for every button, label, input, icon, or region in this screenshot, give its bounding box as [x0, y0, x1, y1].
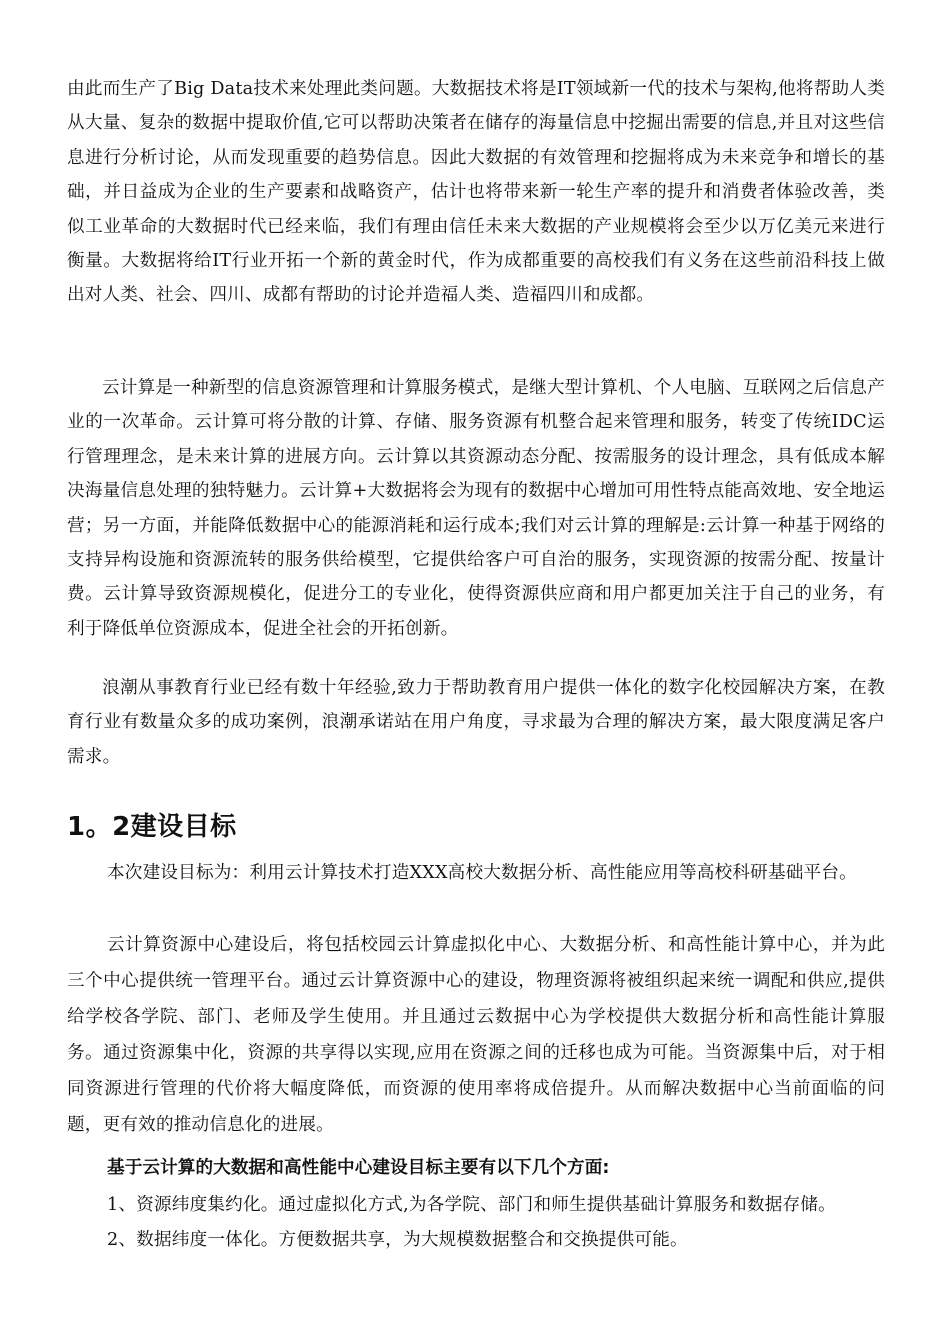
goal-list-item: 2、数据纬度一体化。方便数据共享，为大规模数据整合和交换提供可能。 — [107, 1230, 688, 1250]
intro-paragraph-1: 由此而生产了Big Data技术来处理此类问题。大数据技术将是IT领域新一代的技术与架构,他将帮助人类从大量、复杂的数据中提取价值,它可以帮助决策者在储存的海量信息中挖掘出需要的信息,并且对这些信息进行分析讨论，从而发现重要的趋势信息。因此大数据的有效管理和挖掘将成为未来竞争和增长的基础，并日益成为企业的生产要素和战略资产，估计也将带来新一轮生产率的提升和消费者体验改善，类似工业革命的大数据时代已经来临，我们有理由信任未来大数据的产业规模将会至少以万亿美元来进行衡量。大数据将给IT行业开拓一个新的黄金时代，作为成都重要的高校我们有义务在这些前沿科技上做出对人类、社会、四川、成都有帮助的讨论并造福人类、造福四川和成都。 — [67, 79, 885, 306]
section-heading: 1。2建设目标 — [67, 812, 237, 842]
goals-paragraph-2: 云计算资源中心建设后，将包括校园云计算虚拟化中心、大数据分析、和高性能计算中心，并为此三个中心提供统一管理平台。通过云计算资源中心的建设，物理资源将被组织起来统一调配和供应,提供给学校各学院、部门、老师及学生使用。并且通过云数据中心为学校提供大数据分析和高性能计算服务。通过资源集中化，资源的共享得以实现,应用在资源之间的迁移也成为可能。当资源集中后，对于相同资源进行管理的代价将大幅度降低，而资源的使用率将成倍提升。从而解决数据中心当前面临的问题，更有效的推动信息化的进展。 — [67, 935, 885, 1135]
intro-paragraph-2: 云计算是一种新型的信息资源管理和计算服务模式，是继大型计算机、个人电脑、互联网之后信息产业的一次革命。云计算可将分散的计算、存储、服务资源有机整合起来管理和服务，转变了传统IDC运行管理理念，是未来计算的进展方向。云计算以其资源动态分配、按需服务的设计理念，具有低成本解决海量信息处理的独特魅力。云计算+大数据将会为现有的数据中心增加可用性特点能高效地、安全地运营；另一方面，并能降低数据中心的能源消耗和运行成本;我们对云计算的理解是:云计算一种基于网络的支持异构设施和资源流转的服务供给模型，它提供给客户可自治的服务，实现资源的按需分配、按量计费。云计算导致资源规模化，促进分工的专业化，使得资源供应商和用户都更加关注于自己的业务，有利于降低单位资源成本，促进全社会的开拓创新。 — [67, 378, 885, 639]
goals-lead-text: 基于云计算的大数据和高性能中心建设目标主要有以下几个方面: — [107, 1158, 610, 1178]
goal-list-item: 1、资源纬度集约化。通过虚拟化方式,为各学院、部门和师生提供基础计算服务和数据存储。 — [107, 1195, 836, 1215]
intro-paragraph-3: 浪潮从事教育行业已经有数十年经验,致力于帮助教育用户提供一体化的数字化校园解决方案，在教育行业有数量众多的成功案例，浪潮承诺站在用户角度，寻求最为合理的解决方案，最大限度满足客户需求。 — [67, 678, 885, 767]
goals-paragraph-1: 本次建设目标为：利用云计算技术打造XXX高校大数据分析、高性能应用等高校科研基础平台。 — [107, 863, 857, 883]
